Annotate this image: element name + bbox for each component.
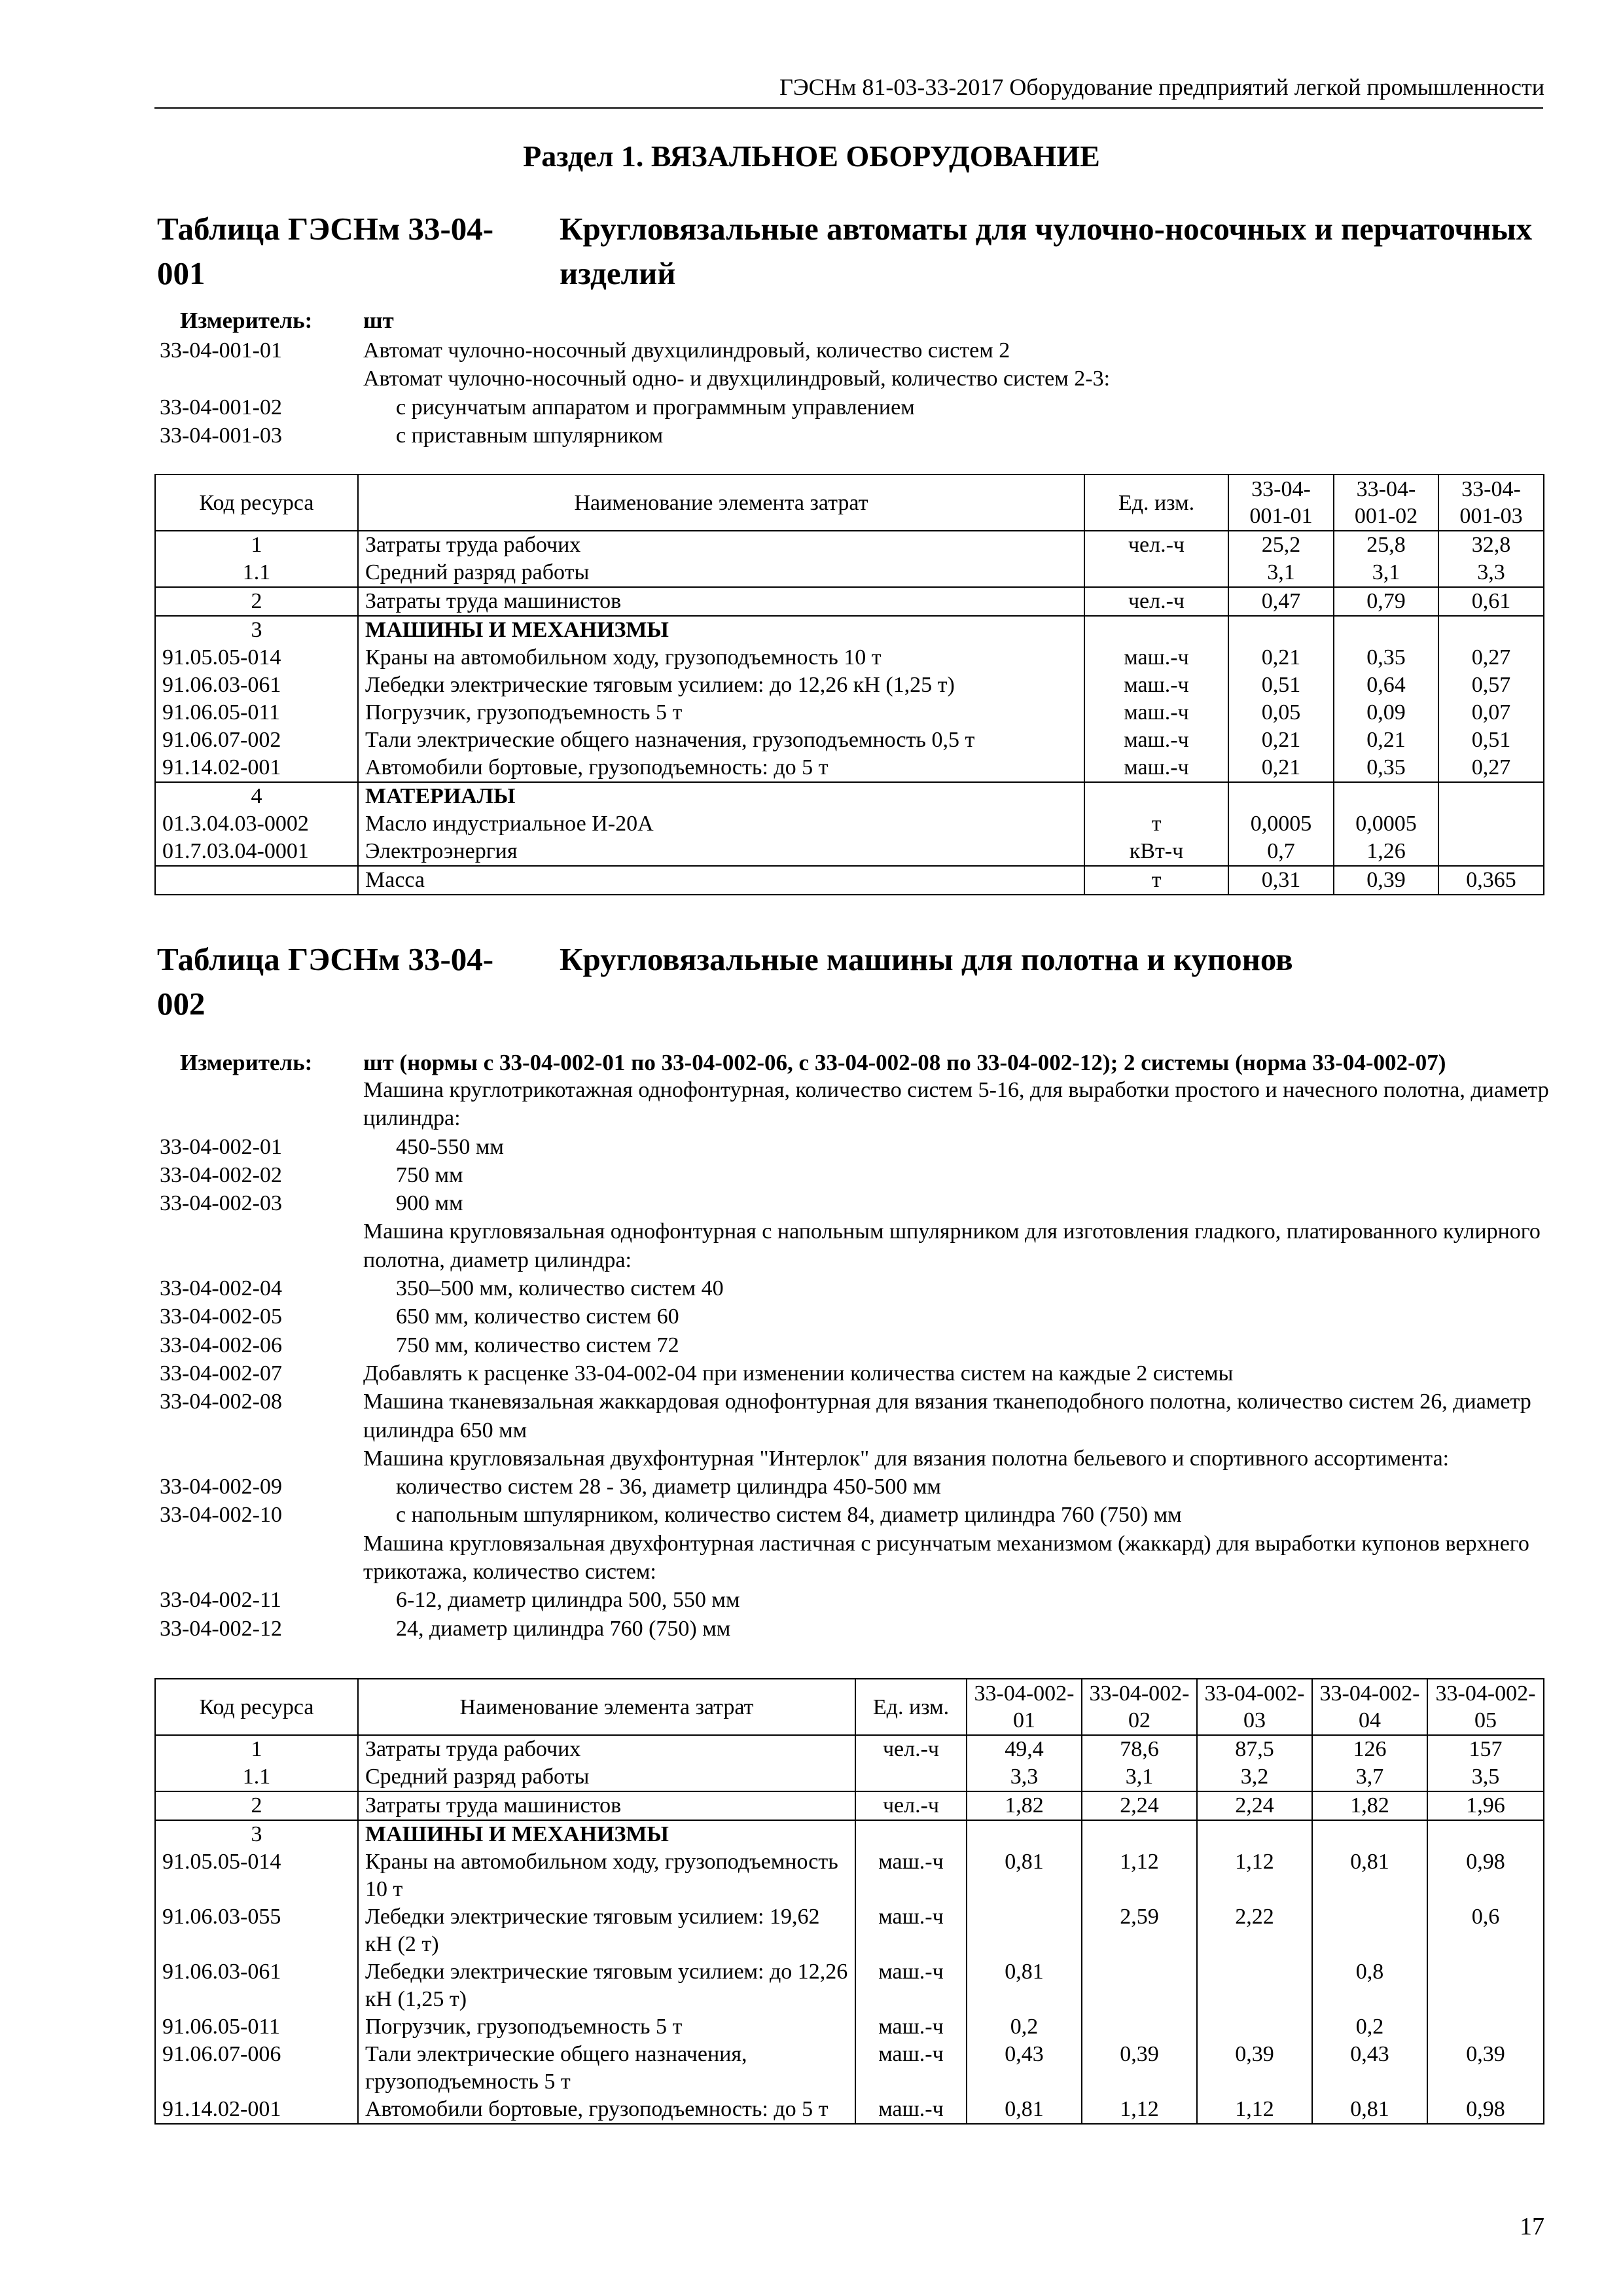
table1-header-norm: 33-04-001-02 [1334, 475, 1438, 531]
norm-value [1312, 1903, 1427, 1958]
table-row [155, 531, 1544, 559]
norm-value: 0,57 [1438, 672, 1544, 699]
norm-description: 750 мм [396, 1162, 463, 1187]
norm-value [1427, 2013, 1544, 2041]
cost-element-name: Электроэнергия [358, 838, 1084, 866]
norm-value: 0,21 [1228, 644, 1334, 672]
table-row [155, 2013, 1544, 2041]
section-title: Раздел 1. ВЯЗАЛЬНОЕ ОБОРУДОВАНИЕ [523, 139, 1100, 173]
norm-item [160, 1615, 1561, 1643]
unit-of-measure: кВт-ч [1084, 838, 1228, 866]
norm-value [1438, 616, 1544, 644]
table1-code: Таблица ГЭСНм 33-04-001 [157, 211, 494, 291]
norm-value [1197, 2013, 1312, 2041]
table-row [155, 559, 1544, 587]
norm-code: 33-04-002-06 [160, 1333, 282, 1357]
table1-unit-label: Измеритель: [180, 308, 313, 333]
table2-code: Таблица ГЭСНм 33-04-002 [157, 941, 494, 1022]
norm-value: 157 [1427, 1735, 1544, 1763]
table-row [155, 672, 1544, 699]
norm-item [160, 1530, 1561, 1587]
norm-item [160, 1076, 1561, 1133]
norm-code: 33-04-002-02 [160, 1162, 282, 1187]
table-row [155, 699, 1544, 726]
table-row [155, 1903, 1544, 1958]
norm-value: 2,59 [1082, 1903, 1197, 1958]
norm-value [1082, 1958, 1197, 2013]
table1-header-norm: 33-04-001-03 [1438, 475, 1544, 531]
table-row [155, 754, 1544, 782]
table-row [155, 1735, 1544, 1763]
table2-header-norm: 33-04-002-02 [1082, 1679, 1197, 1735]
norm-description: количество систем 28 - 36, диаметр цилиндра 450-500 мм [396, 1475, 941, 1499]
table2-header-norm: 33-04-002-04 [1312, 1679, 1427, 1735]
table1-header-unit: Ед. изм. [1084, 475, 1228, 531]
table-row [155, 866, 1544, 895]
norm-value: 3,2 [1197, 1763, 1312, 1791]
norm-item [160, 1217, 1561, 1274]
cost-element-name: Автомобили бортовые, грузоподъемность: до 5 т [358, 754, 1084, 782]
norm-code: 33-04-002-01 [160, 1134, 282, 1159]
table1-header-code: Код ресурса [155, 475, 358, 531]
resource-code: 3 [155, 616, 358, 644]
header-rule [154, 107, 1543, 109]
norm-description: с приставным шпулярником [396, 423, 664, 448]
norm-value: 0,64 [1334, 672, 1438, 699]
norm-value: 0,51 [1438, 726, 1544, 754]
unit-of-measure [1084, 559, 1228, 587]
norm-value: 0,21 [1228, 754, 1334, 782]
table2-data [154, 1678, 1544, 2125]
resource-code: 1 [155, 1735, 358, 1763]
norm-value [1427, 1820, 1544, 1848]
norm-value: 0,365 [1438, 866, 1544, 895]
unit-of-measure [1084, 616, 1228, 644]
resource-code: 1.1 [155, 1763, 358, 1791]
norm-description: с напольным шпулярником, количество систем 84, диаметр цилиндра 760 (750) мм [396, 1503, 1182, 1528]
norm-description: 24, диаметр цилиндра 760 (750) мм [396, 1616, 731, 1641]
norm-description: Автомат чулочно-носочный двухцилиндровый, количество систем 2 [363, 338, 1010, 363]
cost-element-name: Затраты труда машинистов [358, 587, 1084, 616]
cost-element-name: Затраты труда рабочих [358, 531, 1084, 559]
norm-value [1334, 616, 1438, 644]
resource-code: 1 [155, 531, 358, 559]
norm-value: 0,0005 [1228, 810, 1334, 838]
norm-item [160, 1161, 1561, 1189]
resource-code [155, 866, 358, 895]
norm-item [160, 422, 1561, 450]
cost-element-name: Лебедки электрические тяговым усилием: 19,62 кН (2 т) [358, 1903, 855, 1958]
norm-value [967, 1820, 1082, 1848]
cost-element-name: Краны на автомобильном ходу, грузоподъемность 10 т [358, 1848, 855, 1903]
cost-element-name: Масло индустриальное И-20А [358, 810, 1084, 838]
norm-description: 650 мм, количество систем 60 [396, 1304, 679, 1329]
norm-value: 0,39 [1334, 866, 1438, 895]
resource-code: 4 [155, 782, 358, 810]
norm-value: 0,27 [1438, 754, 1544, 782]
table-row [155, 838, 1544, 866]
norm-value [1312, 1820, 1427, 1848]
cost-element-name: Автомобили бортовые, грузоподъемность: до 5 т [358, 2096, 855, 2124]
norm-value [1427, 1958, 1544, 2013]
norm-value [1438, 782, 1544, 810]
norm-code: 33-04-002-04 [160, 1276, 282, 1301]
norm-value: 0,6 [1427, 1903, 1544, 1958]
norm-value: 0,2 [1312, 2013, 1427, 2041]
norm-value: 0,21 [1228, 726, 1334, 754]
norm-code: 33-04-001-03 [160, 423, 282, 448]
table-row [155, 726, 1544, 754]
norm-code: 33-04-002-10 [160, 1503, 282, 1528]
norm-value: 0,43 [1312, 2041, 1427, 2096]
table2-header-norm: 33-04-002-01 [967, 1679, 1082, 1735]
table2-unit-label: Измеритель: [180, 1050, 313, 1075]
unit-of-measure [1084, 782, 1228, 810]
norm-description: Добавлять к расценке 33-04-002-04 при изменении количества систем на каждые 2 системы [363, 1361, 1234, 1386]
cost-element-name: Лебедки электрические тяговым усилием: до 12,26 кН (1,25 т) [358, 1958, 855, 2013]
unit-of-measure: чел.-ч [855, 1791, 967, 1820]
norm-value: 0,09 [1334, 699, 1438, 726]
norm-value: 1,12 [1082, 1848, 1197, 1903]
norm-value: 32,8 [1438, 531, 1544, 559]
norm-value: 0,7 [1228, 838, 1334, 866]
table1-name: Кругловязальные автоматы для чулочно-носочных и перчаточных изделий [560, 211, 1533, 291]
norm-value: 3,5 [1427, 1763, 1544, 1791]
norm-value: 0,05 [1228, 699, 1334, 726]
table2-header-name: Наименование элемента затрат [358, 1679, 855, 1735]
norm-item [160, 1444, 1561, 1473]
norm-value: 0,0005 [1334, 810, 1438, 838]
norm-description: 450-550 мм [396, 1134, 504, 1159]
table2-header-code: Код ресурса [155, 1679, 358, 1735]
unit-of-measure [855, 1763, 967, 1791]
norm-item [160, 1302, 1561, 1331]
norm-value [1197, 1958, 1312, 2013]
norm-value: 3,3 [967, 1763, 1082, 1791]
resource-code: 91.06.03-061 [155, 672, 358, 699]
table2-header-norm: 33-04-002-03 [1197, 1679, 1312, 1735]
unit-of-measure: маш.-ч [1084, 699, 1228, 726]
table-row [155, 1791, 1544, 1820]
norm-description: Машина круглотрикотажная однофонтурная, количество систем 5-16, для выработки простого и начесного полотна, диаметр цилиндра: [363, 1078, 1549, 1131]
norm-value [1228, 782, 1334, 810]
norm-value: 0,81 [967, 2096, 1082, 2124]
norm-code: 33-04-002-11 [160, 1588, 281, 1613]
norm-value: 1,96 [1427, 1791, 1544, 1820]
norm-value [1082, 2013, 1197, 2041]
cost-element-name: Краны на автомобильном ходу, грузоподъемность 10 т [358, 644, 1084, 672]
table1-norm-list [160, 336, 1561, 450]
unit-of-measure: т [1084, 810, 1228, 838]
norm-value: 3,1 [1228, 559, 1334, 587]
norm-value: 2,22 [1197, 1903, 1312, 1958]
cost-element-name: Погрузчик, грузоподъемность 5 т [358, 699, 1084, 726]
unit-of-measure: маш.-ч [1084, 726, 1228, 754]
table-row [155, 2041, 1544, 2096]
cost-element-name: Масса [358, 866, 1084, 895]
norm-item [160, 1473, 1561, 1501]
cost-element-name: Лебедки электрические тяговым усилием: до 12,26 кН (1,25 т) [358, 672, 1084, 699]
resource-code: 91.06.07-002 [155, 726, 358, 754]
norm-item [160, 1274, 1561, 1302]
norm-value: 0,39 [1427, 2041, 1544, 2096]
norm-item [160, 365, 1561, 393]
norm-value: 0,35 [1334, 644, 1438, 672]
table-row [155, 1958, 1544, 2013]
norm-description: 350–500 мм, количество систем 40 [396, 1276, 724, 1301]
table-row [155, 810, 1544, 838]
unit-of-measure: маш.-ч [1084, 754, 1228, 782]
cost-element-name: МАШИНЫ И МЕХАНИЗМЫ [358, 1820, 855, 1848]
norm-code: 33-04-002-05 [160, 1304, 282, 1329]
norm-description: Машина кругловязальная двухфонтурная "Интерлок" для вязания полотна бельевого и спортивного ассортимента: [363, 1446, 1450, 1471]
table1-data [154, 474, 1544, 895]
norm-code: 33-04-002-09 [160, 1475, 282, 1499]
norm-value: 0,61 [1438, 587, 1544, 616]
resource-code: 91.06.03-061 [155, 1958, 358, 2013]
norm-value [1438, 838, 1544, 866]
norm-item [160, 1388, 1561, 1444]
norm-value [1334, 782, 1438, 810]
norm-code: 33-04-001-01 [160, 338, 282, 363]
norm-value: 0,81 [1312, 2096, 1427, 2124]
unit-of-measure [855, 1820, 967, 1848]
unit-of-measure: маш.-ч [855, 1848, 967, 1903]
norm-value: 1,82 [1312, 1791, 1427, 1820]
cost-element-name: Тали электрические общего назначения, грузоподъемность 0,5 т [358, 726, 1084, 754]
cost-element-name: Затраты труда рабочих [358, 1735, 855, 1763]
norm-value: 126 [1312, 1735, 1427, 1763]
unit-of-measure: маш.-ч [855, 2013, 967, 2041]
resource-code: 3 [155, 1820, 358, 1848]
unit-of-measure: чел.-ч [855, 1735, 967, 1763]
table1-header-name: Наименование элемента затрат [358, 475, 1084, 531]
unit-of-measure: чел.-ч [1084, 531, 1228, 559]
norm-value [1082, 1820, 1197, 1848]
norm-value: 0,81 [967, 1958, 1082, 2013]
norm-value: 3,1 [1334, 559, 1438, 587]
resource-code: 01.7.03.04-0001 [155, 838, 358, 866]
norm-value: 49,4 [967, 1735, 1082, 1763]
page-number: 17 [1520, 2213, 1544, 2240]
norm-value: 0,21 [1334, 726, 1438, 754]
norm-value: 1,12 [1082, 2096, 1197, 2124]
table-row [155, 782, 1544, 810]
norm-description: 750 мм, количество систем 72 [396, 1333, 679, 1357]
norm-value: 0,98 [1427, 2096, 1544, 2124]
norm-value: 2,24 [1197, 1791, 1312, 1820]
resource-code: 91.06.05-011 [155, 2013, 358, 2041]
norm-value: 1,26 [1334, 838, 1438, 866]
norm-value: 0,35 [1334, 754, 1438, 782]
resource-code: 1.1 [155, 559, 358, 587]
norm-code: 33-04-002-03 [160, 1191, 282, 1216]
cost-element-name: Средний разряд работы [358, 559, 1084, 587]
norm-value [1197, 1820, 1312, 1848]
unit-of-measure: маш.-ч [855, 1903, 967, 1958]
norm-value: 1,12 [1197, 2096, 1312, 2124]
cost-element-name: МАШИНЫ И МЕХАНИЗМЫ [358, 616, 1084, 644]
table-row [155, 1848, 1544, 1903]
norm-description: Машина кругловязальная двухфонтурная ластичная с рисунчатым механизмом (жаккард) для выработки купонов верхнего трикотажа, количество систем: [363, 1531, 1529, 1585]
unit-of-measure: маш.-ч [855, 1958, 967, 2013]
table-row [155, 1763, 1544, 1791]
norm-value: 25,8 [1334, 531, 1438, 559]
norm-value: 0,39 [1082, 2041, 1197, 2096]
resource-code: 01.3.04.03-0002 [155, 810, 358, 838]
table2-unit-text: шт (нормы с 33-04-002-01 по 33-04-002-06, с 33-04-002-08 по 33-04-002-12); 2 системы (норма 33-04-002-07) [363, 1050, 1446, 1075]
norm-value: 78,6 [1082, 1735, 1197, 1763]
norm-description: 900 мм [396, 1191, 463, 1216]
norm-value: 0,27 [1438, 644, 1544, 672]
norm-value: 0,31 [1228, 866, 1334, 895]
cost-element-name: Средний разряд работы [358, 1763, 855, 1791]
resource-code: 2 [155, 1791, 358, 1820]
resource-code: 2 [155, 587, 358, 616]
norm-description: Машина кругловязальная однофонтурная с напольным шпулярником для изготовления гладкого, платированного кулирного полотна, диаметр цилиндра: [363, 1219, 1541, 1272]
norm-value: 3,7 [1312, 1763, 1427, 1791]
table2-name: Кругловязальные машины для полотна и купонов [560, 941, 1293, 977]
norm-item [160, 1331, 1561, 1359]
norm-code: 33-04-002-12 [160, 1616, 282, 1641]
resource-code: 91.06.03-055 [155, 1903, 358, 1958]
table1-header-norm: 33-04-001-01 [1228, 475, 1334, 531]
table-row [155, 1820, 1544, 1848]
norm-item [160, 1359, 1561, 1388]
norm-value: 0,81 [1312, 1848, 1427, 1903]
unit-of-measure: чел.-ч [1084, 587, 1228, 616]
norm-value: 0,43 [967, 2041, 1082, 2096]
norm-value: 0,47 [1228, 587, 1334, 616]
norm-value: 2,24 [1082, 1791, 1197, 1820]
norm-value [1228, 616, 1334, 644]
table-row [155, 587, 1544, 616]
cost-element-name: Погрузчик, грузоподъемность 5 т [358, 2013, 855, 2041]
norm-value: 0,79 [1334, 587, 1438, 616]
cost-element-name: Затраты труда машинистов [358, 1791, 855, 1820]
norm-code: 33-04-001-02 [160, 395, 282, 420]
resource-code: 91.06.07-006 [155, 2041, 358, 2096]
norm-description: с рисунчатым аппаратом и программным управлением [396, 395, 915, 420]
resource-code: 91.14.02-001 [155, 2096, 358, 2124]
norm-value: 87,5 [1197, 1735, 1312, 1763]
norm-description: Автомат чулочно-носочный одно- и двухцилиндровый, количество систем 2-3: [363, 367, 1111, 391]
norm-value [967, 1903, 1082, 1958]
norm-value: 0,8 [1312, 1958, 1427, 2013]
unit-of-measure: т [1084, 866, 1228, 895]
table-row [155, 644, 1544, 672]
table2-norm-list [160, 1076, 1561, 1643]
table2-header-norm: 33-04-002-05 [1427, 1679, 1544, 1735]
resource-code: 91.06.05-011 [155, 699, 358, 726]
norm-value: 3,1 [1082, 1763, 1197, 1791]
norm-value: 1,82 [967, 1791, 1082, 1820]
table-row [155, 2096, 1544, 2124]
norm-value: 0,39 [1197, 2041, 1312, 2096]
norm-item [160, 1501, 1561, 1529]
norm-item [160, 393, 1561, 422]
norm-value: 1,12 [1197, 1848, 1312, 1903]
unit-of-measure: маш.-ч [855, 2096, 967, 2124]
norm-value: 0,07 [1438, 699, 1544, 726]
resource-code: 91.14.02-001 [155, 754, 358, 782]
norm-value: 0,81 [967, 1848, 1082, 1903]
table1-unit-text: шт [363, 308, 394, 333]
norm-item [160, 1189, 1561, 1217]
running-header: ГЭСНм 81-03-33-2017 Оборудование предприятий легкой промышленности [779, 74, 1544, 100]
norm-item [160, 336, 1561, 365]
norm-item [160, 1133, 1561, 1161]
resource-code: 91.05.05-014 [155, 1848, 358, 1903]
norm-description: Машина тканевязальная жаккардовая однофонтурная для вязания тканеподобного полотна, количество систем 26, диаметр цилиндра 650 мм [363, 1390, 1531, 1443]
table-row [155, 616, 1544, 644]
norm-code: 33-04-002-07 [160, 1361, 282, 1386]
norm-value: 0,51 [1228, 672, 1334, 699]
unit-of-measure: маш.-ч [1084, 672, 1228, 699]
norm-code: 33-04-002-08 [160, 1390, 282, 1414]
unit-of-measure: маш.-ч [855, 2041, 967, 2096]
table2-header-unit: Ед. изм. [855, 1679, 967, 1735]
norm-value: 3,3 [1438, 559, 1544, 587]
norm-value: 0,2 [967, 2013, 1082, 2041]
norm-description: 6-12, диаметр цилиндра 500, 550 мм [396, 1588, 740, 1613]
cost-element-name: МАТЕРИАЛЫ [358, 782, 1084, 810]
cost-element-name: Тали электрические общего назначения, грузоподъемность 5 т [358, 2041, 855, 2096]
norm-value: 25,2 [1228, 531, 1334, 559]
norm-value [1438, 810, 1544, 838]
norm-value: 0,98 [1427, 1848, 1544, 1903]
norm-item [160, 1586, 1561, 1614]
unit-of-measure: маш.-ч [1084, 644, 1228, 672]
resource-code: 91.05.05-014 [155, 644, 358, 672]
